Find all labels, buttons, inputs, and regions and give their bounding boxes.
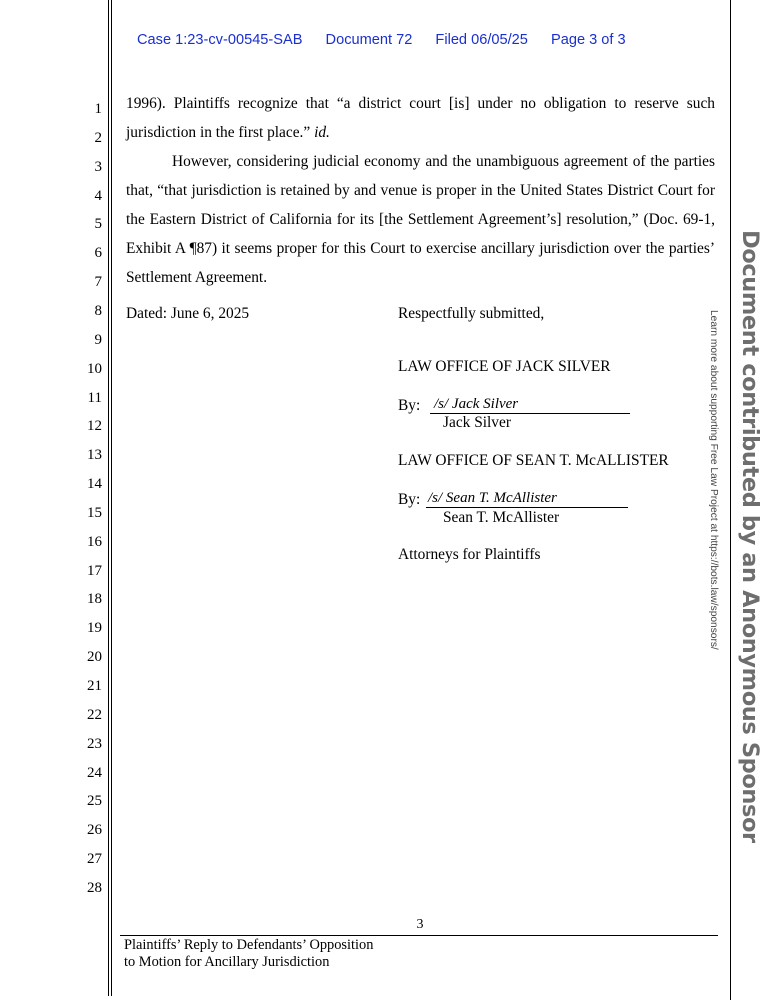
page-count: Page 3 of 3 (550, 32, 626, 48)
line-number: 16 (87, 533, 102, 550)
line-number: 28 (87, 879, 102, 896)
body-text (126, 89, 715, 292)
line-number: 18 (87, 591, 102, 608)
paragraph-2: However, considering judicial economy and the unambiguous agreement of the parties that, “that jurisdiction is retained by and venue is proper in the United States District Court for the Eastern District of California for its [the Settlement Agreement’s] resolution,” (Doc. 69-1, Exhibit A ¶87) it seems proper for this Court to exercise ancillary jurisdiction over the parties’ Settlement Agreement. (126, 153, 715, 287)
by-label-1: By: (398, 397, 421, 414)
footer-title-line-1: Plaintiffs’ Reply to Defendants’ Opposition (124, 937, 374, 953)
sponsor-title: Document contributed by an Anonymous Sponsor (737, 230, 763, 843)
line-number: 1 (94, 101, 102, 117)
signer-name-1: Jack Silver (443, 414, 511, 431)
ecf-header-stamp (137, 32, 717, 48)
line-number: 12 (87, 418, 102, 435)
line-number: 24 (87, 764, 102, 781)
line-number: 15 (87, 504, 102, 521)
footer-title (124, 937, 373, 971)
line-number: 3 (94, 158, 102, 175)
footer-title-line-2: to Motion for Ancillary Jurisdiction (124, 954, 330, 970)
line-number: 11 (87, 389, 102, 406)
line-number: 13 (87, 447, 102, 464)
paragraph-1 (126, 89, 715, 147)
by-label-2: By: (398, 491, 421, 508)
document-number: Document 72 (325, 32, 413, 48)
line-number: 22 (87, 706, 102, 723)
line-number: 5 (94, 216, 102, 233)
line-number: 10 (87, 360, 102, 377)
line-number: 8 (94, 302, 102, 319)
signature-line-1: /s/ Jack Silver (430, 395, 630, 414)
line-number: 26 (87, 822, 102, 839)
attorneys-role: Attorneys for Plaintiffs (398, 546, 541, 563)
firm-name-2: LAW OFFICE OF SEAN T. McALLISTER (398, 452, 669, 469)
paragraph-1-text: 1996). Plaintiffs recognize that “a district court [is] under no obligation to reserve such jurisdiction in the first place.” (126, 95, 715, 142)
left-margin-rule-outer (108, 0, 109, 996)
citation-id: id. (314, 124, 330, 142)
signer-name-2: Sean T. McAllister (443, 509, 560, 526)
page-number: 3 (416, 917, 424, 932)
sponsor-watermark (705, 230, 763, 843)
line-number: 23 (87, 735, 102, 752)
line-number: 25 (87, 793, 102, 810)
sponsor-link[interactable]: Learn more about supporting Free Law Project at https://bots.law/sponsors/ (708, 310, 719, 650)
line-number: 14 (87, 476, 102, 493)
line-number: 27 (87, 851, 102, 868)
line-number: 7 (94, 274, 102, 291)
filed-date: Filed 06/05/25 (435, 32, 528, 48)
line-number: 20 (87, 649, 102, 666)
case-number: Case 1:23-cv-00545-SAB (137, 32, 303, 48)
signature-line-2: /s/ Sean T. McAllister (426, 489, 628, 508)
line-number: 21 (87, 678, 102, 694)
firm-name-1: LAW OFFICE OF JACK SILVER (398, 358, 611, 375)
left-margin-rule-inner (111, 0, 112, 996)
line-number: 9 (94, 331, 102, 348)
line-number: 2 (94, 129, 102, 146)
line-number: 19 (87, 620, 102, 637)
closing-line: Respectfully submitted, (398, 305, 545, 322)
line-number: 17 (87, 562, 102, 579)
footer-rule (120, 935, 718, 936)
line-number: 4 (94, 187, 102, 204)
dated-line: Dated: June 6, 2025 (126, 305, 250, 322)
line-number: 6 (94, 245, 102, 262)
